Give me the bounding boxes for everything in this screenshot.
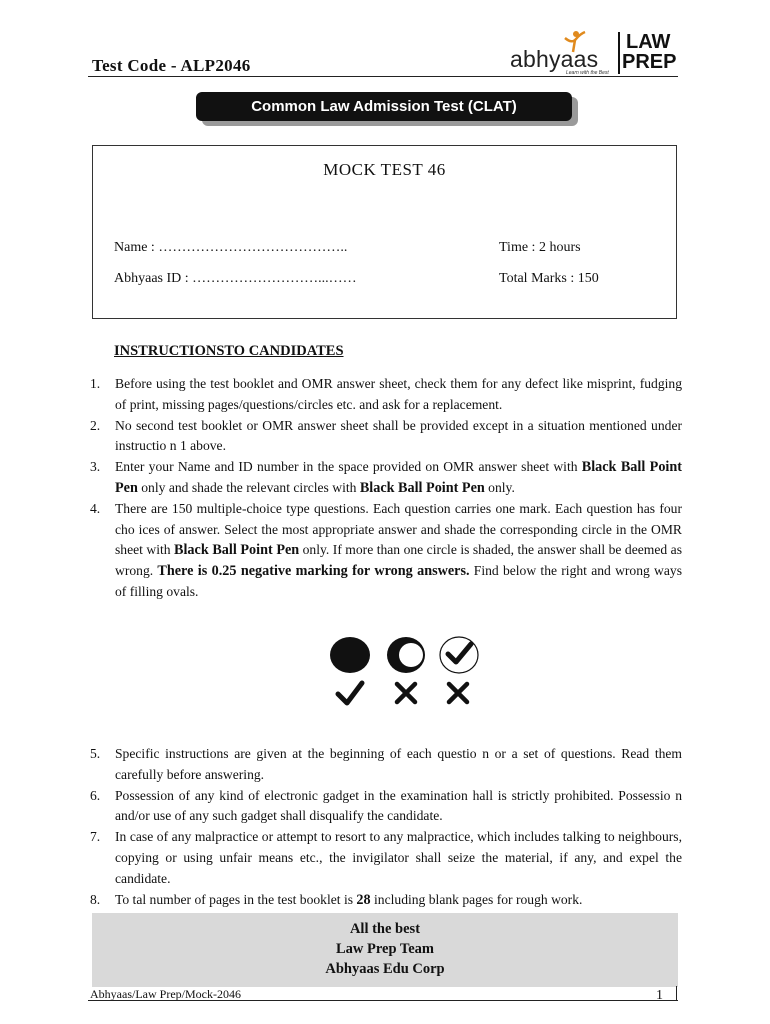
- list-item: [90, 890, 682, 911]
- document-id: Abhyaas/Law Prep/Mock-2046: [90, 987, 241, 1001]
- page-marker: [676, 986, 677, 1000]
- exam-banner: Common Law Admission Test (CLAT): [196, 92, 572, 121]
- filled-oval-icon: [330, 637, 370, 673]
- item-number: 8.: [90, 891, 101, 907]
- abhyaas-law-prep-logo: [508, 30, 680, 76]
- check-oval-icon: [440, 637, 478, 673]
- instructions-list-continued: [90, 744, 682, 910]
- item-emphasis: Black Ball Point Pen: [359, 479, 485, 496]
- item-text: Possession of any kind of electronic gadget in the examination hall is strictly prohibited. Possessio n and/or use of any such gadget shall disqualify the candidate.: [115, 787, 682, 824]
- item-text: including blank pages for rough work.: [370, 891, 583, 907]
- item-emphasis: Black Ball Point Pen: [174, 542, 300, 559]
- logo-prep: PREP: [622, 51, 677, 73]
- item-number: 2.: [90, 417, 101, 433]
- oval-filling-examples: [326, 634, 486, 712]
- header-divider: [88, 76, 678, 77]
- item-number: 4.: [90, 500, 101, 516]
- instructions-heading: INSTRUCTIONSTO CANDIDATES: [114, 343, 344, 359]
- item-number: 7.: [90, 829, 101, 845]
- footer-divider: [88, 1000, 678, 1001]
- item-emphasis: 28: [356, 891, 371, 908]
- item-number: 1.: [90, 376, 101, 391]
- mock-title: MOCK TEST 46: [323, 160, 446, 179]
- item-text: only.: [484, 479, 515, 495]
- item-text: Specific instructions are given at the beginning of each questio n or a set of questions. Read them carefully before answering.: [115, 746, 682, 782]
- item-text: Before using the test booklet and OMR answer sheet, check them for any defect like misprint, fudging of print, missing pages/questions/circles etc. and ask for a replacement.: [115, 376, 682, 412]
- item-emphasis: Black Ball Point Pen: [115, 459, 682, 496]
- item-text: In case of any malpractice or attempt to resort to any malpractice, which includes talking to neighbours, copying or using unfair means etc., the invigilator shall seize the material, if any, and expel the candidate.: [115, 829, 682, 886]
- item-text: No second test booklet or OMR answer sheet shall be provided except in a situation mentioned under instructio n 1 above.: [115, 417, 682, 454]
- logo-separator: [618, 32, 620, 74]
- item-number: 5.: [90, 746, 101, 761]
- check-icon: [338, 683, 362, 703]
- cross-icon: [397, 684, 415, 702]
- cross-icon: [449, 684, 467, 702]
- list-item: [90, 457, 682, 499]
- logo-brand: abhyaas: [510, 46, 599, 72]
- item-number: 3.: [90, 459, 101, 475]
- item-text: only and shade the relevant circles with: [137, 479, 360, 495]
- time-info: Time : 2 hours: [499, 240, 581, 255]
- list-item: [90, 786, 682, 828]
- test-code: Test Code - ALP2046: [92, 56, 251, 75]
- abhyaas-id-field[interactable]: Abhyaas ID : ………………………...……: [114, 271, 357, 286]
- item-text: There are 150 multiple-choice type questions. Each question carries one mark. Each question has four cho ices of answer. Select the most appropriate answer and shade the corresponding circle in the OMR sheet with: [115, 500, 682, 558]
- item-number: 6.: [90, 787, 101, 803]
- instructions-list: [90, 374, 682, 603]
- closing-line-2: Law Prep Team: [335, 941, 435, 957]
- page-number: 1: [656, 988, 663, 1003]
- closing-line-3: Abhyaas Edu Corp: [325, 961, 445, 977]
- item-text: Find below the right and wrong ways of filling ovals.: [115, 563, 682, 599]
- list-item: [90, 744, 682, 786]
- item-text: Enter your Name and ID number in the space provided on OMR answer sheet with: [115, 459, 582, 475]
- item-text: To tal number of pages in the test booklet is: [115, 891, 357, 907]
- list-item: [90, 416, 682, 458]
- item-text: only. If more than one circle is shaded, the answer shall be deemed as wrong.: [115, 542, 682, 579]
- crescent-oval-icon: [387, 637, 425, 673]
- list-item: [90, 827, 682, 889]
- item-emphasis: There is 0.25 negative marking for wrong answers.: [157, 563, 470, 580]
- name-field[interactable]: Name : …………………………………..: [114, 240, 348, 255]
- logo-tagline: Learn with the Best: [566, 70, 609, 76]
- total-marks-info: Total Marks : 150: [499, 271, 599, 286]
- list-item: [90, 499, 682, 603]
- list-item: [90, 374, 682, 416]
- logo-law: LAW: [626, 31, 671, 53]
- closing-line-1: All the best: [349, 921, 421, 937]
